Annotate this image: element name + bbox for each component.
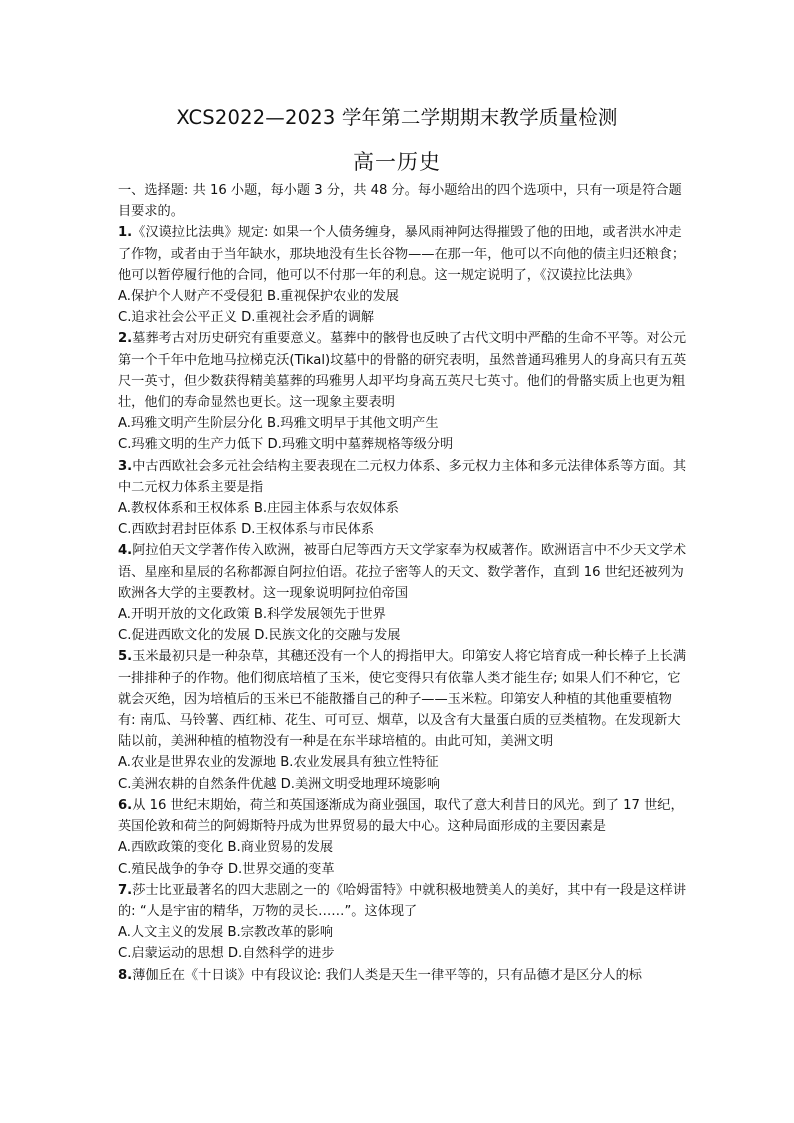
question-number: 4. [118, 543, 133, 559]
option-line: A.玛雅文明产生阶层分化 B.玛雅文明早于其他文明产生 [118, 416, 439, 432]
question [118, 328, 688, 455]
option-line: C.启蒙运动的思想 D.自然科学的进步 [118, 946, 335, 962]
option-line: C.玛雅文明的生产力低下 D.玛雅文明中墓葬规格等级分明 [118, 437, 454, 453]
question-stem [118, 222, 688, 286]
question [118, 965, 688, 986]
section-instruction: 一、选择题: 共 16 小题，每小题 3 分，共 48 分。每小题给出的四个选项中，只有一项是符合题目要求的。 [118, 183, 682, 220]
option-line: C.西欧封君封臣体系 D.王权体系与市民体系 [118, 522, 375, 538]
question [118, 880, 688, 965]
question-number: 7. [118, 882, 133, 898]
question [118, 222, 688, 328]
option-line: C.美洲农耕的自然条件优越 D.美洲文明受地理环境影响 [118, 776, 441, 792]
option-line: C.促进西欧文化的发展 D.民族文化的交融与发展 [118, 628, 401, 644]
question-number: 1. [118, 225, 133, 241]
question-stem [118, 646, 688, 752]
question-text: 阿拉伯天文学著作传入欧洲，被哥白尼等西方天文学家奉为权威著作。欧洲语言中不少天文学术语、星座和星辰的名称都源自阿拉伯语。花拉子密等人的天文、数学著作，直到 16 世纪还被列为欧洲各大学的主要教材。这一现象说明阿拉伯帝国 [118, 543, 687, 601]
question-number: 6. [118, 797, 133, 813]
question-number: 2. [118, 331, 133, 347]
option-line: A.教权体系和王权体系 B.庄园主体系与农奴体系 [118, 501, 399, 517]
question [118, 456, 688, 541]
exam-title: XCS2022—2023 学年第二学期期末教学质量检测 [176, 106, 618, 129]
option-line: A.西欧政策的变化 B.商业贸易的发展 [118, 840, 334, 856]
question [118, 540, 688, 646]
option-line: A.农业是世界农业的发源地 B.农业发展具有独立性特征 [118, 755, 439, 771]
option-line: A.保护个人财产不受侵犯 B.重视保护农业的发展 [118, 289, 399, 305]
question-number: 3. [118, 458, 133, 474]
question-stem [118, 328, 688, 413]
question-text: 从 16 世纪末期始，荷兰和英国逐渐成为商业强国，取代了意大利昔日的风光。到了 17 世纪，英国伦敦和荷兰的阿姆斯特丹成为世界贸易的最大中心。这种局面形成的主要因素是 [118, 797, 684, 835]
question-text: 《汉谟拉比法典》规定: 如果一个人债务缠身，暴风雨神阿达得摧毁了他的田地，或者洪水冲走了作物，或者由于当年缺水，那块地没有生长谷物——在那一年，他可以不向他的债主归还粮食；他可以暂停履行他的合同，他可以不付那一年的利息。这一规定说明了，《汉谟拉比法典》 [118, 225, 686, 283]
question-text: 薄伽丘在《十日谈》中有段议论: 我们人类是天生一律平等的，只有品德才是区分人的标 [132, 967, 642, 983]
question-stem [118, 795, 688, 837]
option-line: A.人文主义的发展 B.宗教改革的影响 [118, 925, 334, 941]
question-stem [118, 456, 688, 498]
question-number: 5. [118, 649, 133, 665]
question-stem [118, 540, 688, 604]
question-text: 中古西欧社会多元社会结构主要表现在二元权力体系、多元权力主体和多元法律体系等方面。其中二元权力体系主要是指 [118, 458, 687, 495]
option-line: C.殖民战争的争夺 D.世界交通的变革 [118, 861, 335, 877]
exam-content [118, 180, 688, 986]
option-line: C.追求社会公平正义 D.重视社会矛盾的调解 [118, 310, 375, 326]
question-text: 墓葬考古对历史研究有重要意义。墓葬中的骸骨也反映了古代文明中严酷的生命不平等。对公元第一个千年中危地马拉梯克沃(Tikal)坟墓中的骨骼的研究表明，虽然普通玛雅男人的身高只有五英尺一英寸，但少数获得精美墓葬的玛雅男人却平均身高五英尺七英寸。他们的骨骼实质上也更为粗壮，他们的寿命显然也更长。这一现象主要表明 [118, 331, 687, 411]
question [118, 795, 688, 880]
exam-subject: 高一历史 [353, 150, 441, 174]
option-line: A.开明开放的文化政策 B.科学发展领先于世界 [118, 607, 386, 623]
question-number: 8. [118, 967, 133, 983]
question-text: 莎士比亚最著名的四大悲剧之一的《哈姆雷特》中就积极地赞美人的美好，其中有一段是这样讲的: “人是宇宙的精华，万物的灵长……”。这体现了 [118, 882, 687, 919]
question-stem [118, 965, 688, 986]
question [118, 646, 688, 794]
question-text: 玉米最初只是一种杂草，其穗还没有一个人的拇指甲大。印第安人将它培育成一种长棒子上长满一排排种子的作物。他们彻底培植了玉米，使它变得只有依靠人类才能生存; 如果人们不种它，它就会灭绝，因为培植后的玉米已不能散播自己的种子——玉米粒。印第安人种植的其他重要植物有: 南瓜、马铃薯、西红柿、花生、可可豆、烟草，以及含有大量蛋白质的豆类植物。在发现新大陆以前，美洲种植的植物没有一种是在东半球培植的。由此可知，美洲文明 [118, 649, 687, 750]
question-stem [118, 880, 688, 922]
